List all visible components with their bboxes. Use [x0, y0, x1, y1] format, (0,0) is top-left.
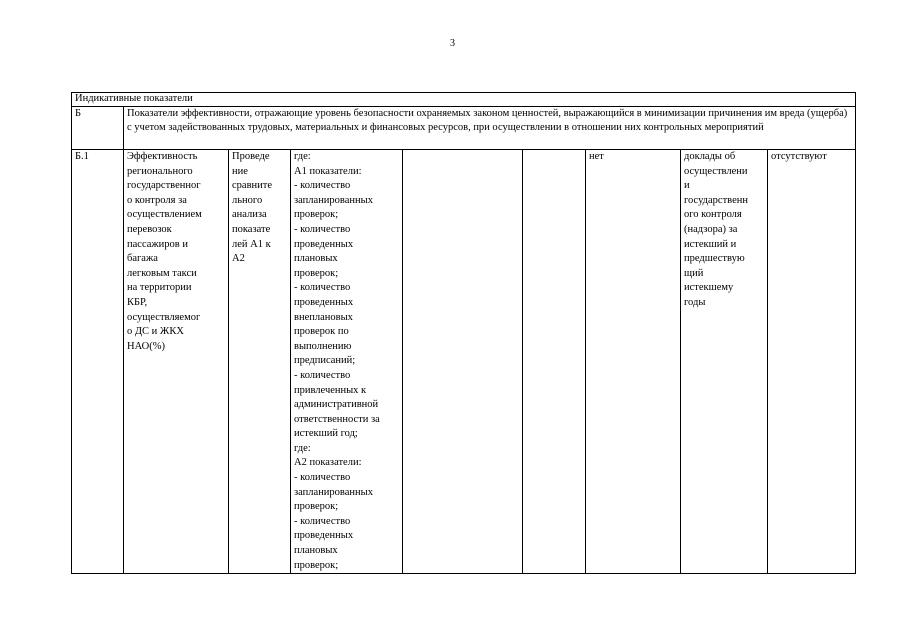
text-line: регионального [127, 165, 193, 177]
text-line: где: [294, 151, 311, 162]
text-line: А2 показатели: [294, 457, 362, 469]
text-line: КБР, [127, 296, 148, 308]
text-line: и [684, 180, 690, 192]
text-line: проверок; [294, 267, 339, 279]
text-line: о контроля за [127, 194, 187, 206]
indicator-formula [291, 150, 403, 574]
text-line: плановых [294, 253, 338, 265]
text-line: истекшему [684, 282, 734, 294]
text-line: ответственности за [294, 413, 380, 425]
indicator-code: Б.1 [72, 150, 124, 574]
indicator-col-6 [523, 150, 586, 574]
text-line: проведенных [294, 296, 354, 308]
text-line: - количество [294, 472, 351, 484]
text-line: легковым такси [127, 267, 197, 279]
text-line: выполнению [294, 340, 352, 352]
indicator-status: нет [586, 150, 681, 574]
text-line: Эффективность [127, 151, 198, 162]
indicator-row-b1 [72, 150, 856, 574]
section-header-cell: Индикативные показатели [72, 93, 856, 107]
text-line: о ДС и ЖКХ [127, 326, 184, 338]
text-line: проведенных [294, 238, 354, 250]
text-line: запланированных [294, 194, 373, 206]
text-line: А1 показатели: [294, 165, 362, 177]
indicator-col-5 [403, 150, 523, 574]
text-line: государственн [684, 194, 748, 206]
text-line: осуществлени [684, 165, 748, 177]
section-b-code: Б [72, 107, 124, 150]
text-line: ние [232, 165, 248, 177]
text-line: НАО(%) [127, 340, 165, 352]
text-line: показате [232, 223, 271, 235]
indicator-method [229, 150, 291, 574]
text-line: пассажиров и [127, 238, 188, 250]
text-line: истекший и [684, 238, 737, 250]
text-line: ого контроля [684, 209, 742, 221]
section-b-description: Показатели эффективности, отражающие уровень безопасности охраняемых законом ценностей, выражающийся в минимизации причинения им вреда (ущерба) с учетом задействованных трудовых, материальных и финансовых ресурсов, при осуществлении в отношении них контрольных мероприятий [124, 107, 856, 150]
text-line: проверок; [294, 501, 339, 513]
text-line: - количество [294, 369, 351, 381]
text-line: привлеченных к [294, 384, 367, 396]
text-line: перевозок [127, 223, 172, 235]
text-line: истекший год; [294, 428, 358, 440]
page-number: 3 [450, 38, 455, 49]
text-line: проведенных [294, 530, 354, 542]
text-line: анализа [232, 209, 267, 221]
indicator-name [124, 150, 229, 574]
text-line: государственног [127, 180, 201, 192]
text-line: - количество [294, 282, 351, 294]
text-line: проверок; [294, 209, 339, 221]
text-line: внеплановых [294, 311, 353, 323]
text-line: сравните [232, 180, 273, 192]
text-line: предписаний; [294, 355, 356, 367]
text-line: проверок; [294, 559, 339, 571]
indicators-table [71, 92, 856, 574]
indicator-availability: отсутствуют [768, 150, 856, 574]
text-line: на территории [127, 282, 192, 294]
section-b-row [72, 107, 856, 150]
text-line: щий [684, 267, 704, 279]
text-line: годы [684, 296, 706, 308]
text-line: предшествую [684, 253, 745, 265]
indicator-source [681, 150, 768, 574]
text-line: - количество [294, 515, 351, 527]
text-line: доклады об [684, 151, 736, 162]
text-line: осуществляемог [127, 311, 201, 323]
text-line: осуществлением [127, 209, 202, 221]
text-line: запланированных [294, 486, 373, 498]
text-line: льного [232, 194, 263, 206]
section-header-row [72, 93, 856, 107]
text-line: проверок по [294, 326, 349, 338]
text-line: Проведе [232, 151, 270, 162]
text-line: - количество [294, 223, 351, 235]
text-line: багажа [127, 253, 158, 265]
text-line: где: [294, 442, 311, 454]
text-line: (надзора) за [684, 223, 738, 235]
text-line: плановых [294, 545, 338, 557]
text-line: - количество [294, 180, 351, 192]
text-line: административной [294, 399, 379, 411]
text-line: лей А1 к [232, 238, 271, 250]
text-line: А2 [232, 253, 245, 265]
